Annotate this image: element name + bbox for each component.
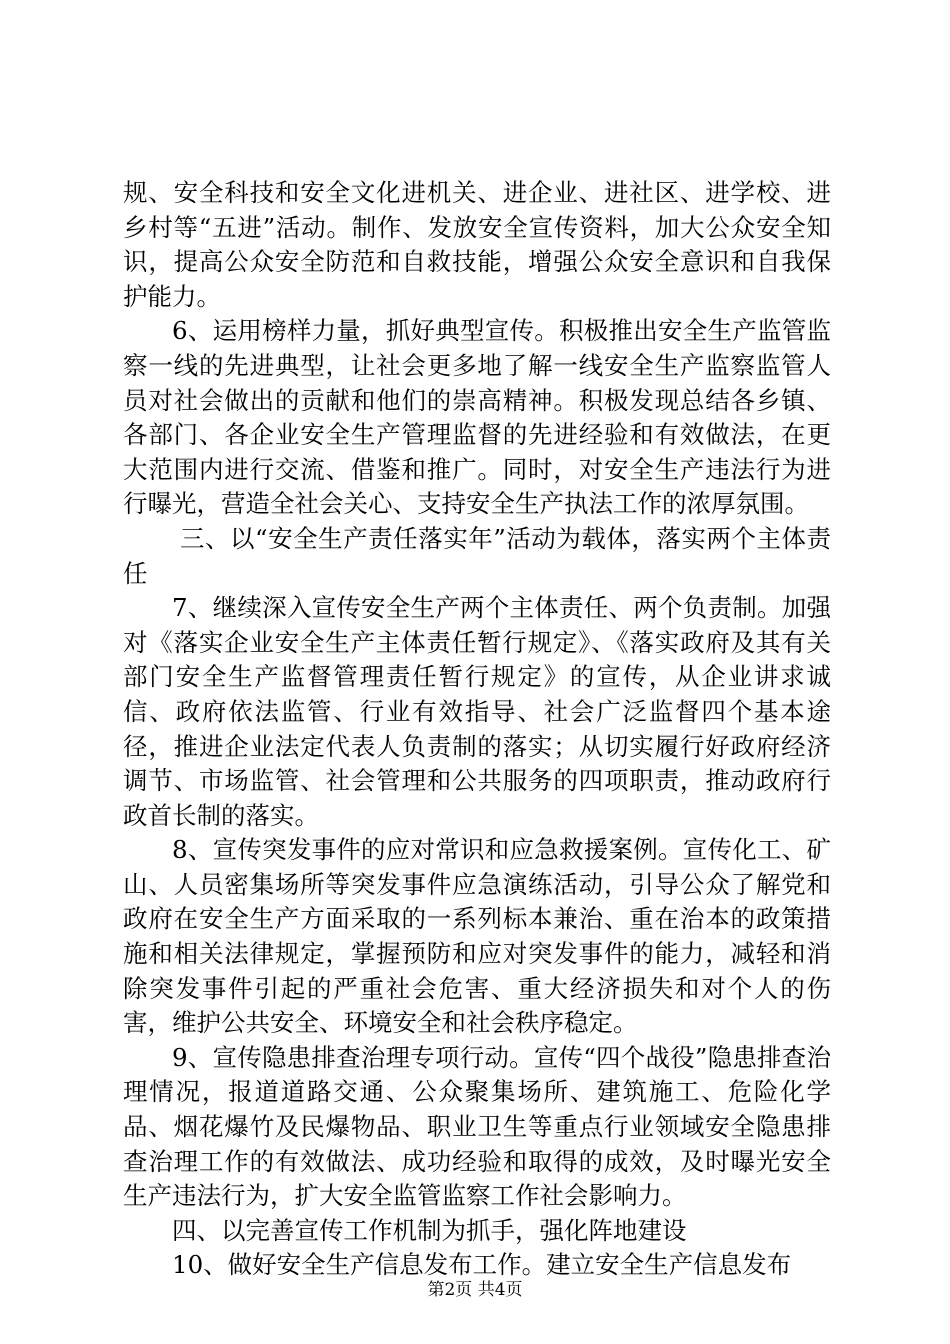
paragraph-continued: 规、安全科技和安全文化进机关、进企业、进社区、进学校、进乡村等“五进”活动。制作、发放安全宣传资料，加大公众安全知识，提高公众安全防范和自救技能，增强公众安全意识和自我保护能力。 xyxy=(123,178,831,311)
section-heading-3: 三、以“安全生产责任落实年”活动为载体，落实两个主体责任 xyxy=(123,523,831,588)
paragraph-item-9: 9、宣传隐患排查治理专项行动。宣传“四个战役”隐患排查治理情况，报道道路交通、公众聚集场所、建筑施工、危险化学品、烟花爆竹及民爆物品、职业卫生等重点行业领域安全隐患排查治理工作的有效做法、成功经验和取得的成效，及时曝光安全生产违法行为，扩大安全监管监察工作社会影响力。 xyxy=(123,1042,831,1211)
paragraph-item-7: 7、继续深入宣传安全生产两个主体责任、两个负责制。加强对《落实企业安全生产主体责任暂行规定》、《落实政府及其有关部门安全生产监督管理责任暂行规定》的宣传，从企业讲求诚信、政府依法监管、行业有效指导、社会广泛监督四个基本途径，推进企业法定代表人负责制的落实；从切实履行好政府经济调节、市场监管、社会管理和公共服务的四项职责，推动政府行政首长制的落实。 xyxy=(123,593,831,830)
paragraph-item-6: 6、运用榜样力量，抓好典型宣传。积极推出安全生产监管监察一线的先进典型，让社会更多地了解一线安全生产监察监管人员对社会做出的贡献和他们的崇高精神。积极发现总结各乡镇、各部门、各企业安全生产管理监督的先进经验和有效做法，在更大范围内进行交流、借鉴和推广。同时，对安全生产违法行为进行曝光，营造全社会关心、支持安全生产执法工作的浓厚氛围。 xyxy=(123,316,831,519)
page-footer: 第2页 共4页 xyxy=(427,1280,523,1300)
paragraph-item-8: 8、宣传突发事件的应对常识和应急救援案例。宣传化工、矿山、人员密集场所等突发事件应急演练活动，引导公众了解党和政府在安全生产方面采取的一系列标本兼治、重在治本的政策措施和相关法律规定，掌握预防和应对突发事件的能力，减轻和消除突发事件引起的严重社会危害、重大经济损失和对个人的伤害，维护公共安全、环境安全和社会秩序稳定。 xyxy=(123,835,831,1038)
section-heading-4: 四、以完善宣传工作机制为抓手，强化阵地建设 xyxy=(172,1215,687,1245)
paragraph-item-10: 10、做好安全生产信息发布工作。建立安全生产信息发布 xyxy=(172,1250,792,1280)
document-body xyxy=(123,176,831,1283)
